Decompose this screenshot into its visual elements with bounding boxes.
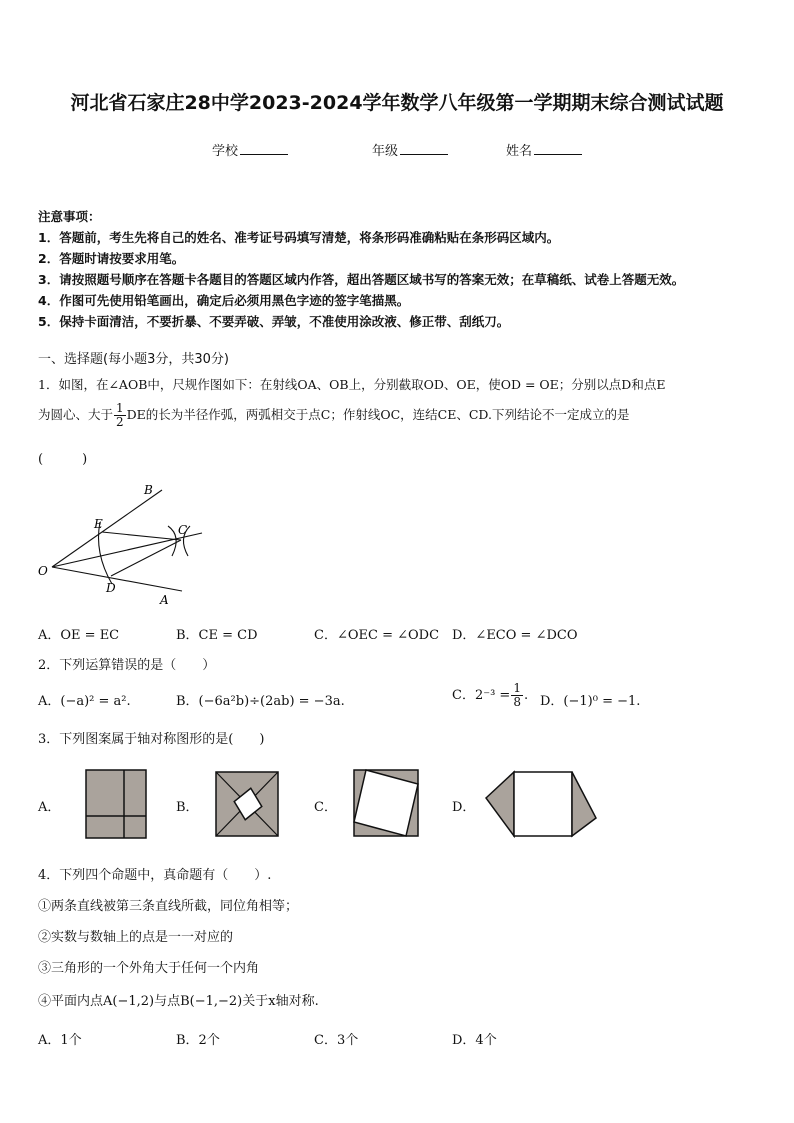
- notes-block: [38, 206, 684, 332]
- eighth-fraction: [511, 682, 523, 709]
- segment-ec: [102, 532, 181, 540]
- grade-field[interactable]: [372, 140, 448, 159]
- ray-oc: [52, 533, 202, 567]
- label-c: C: [178, 523, 188, 537]
- ray-oa: [52, 567, 182, 591]
- q4-statement-3: ③三角形的一个外角大于任何一个内角: [38, 961, 260, 976]
- note-item: 2．答题时请按要求用笔。: [38, 251, 185, 266]
- name-field[interactable]: [506, 140, 582, 159]
- page-title: 河北省石家庄28中学2023-2024学年数学八年级第一学期期末综合测试试题: [70, 92, 724, 114]
- arc-c1: [168, 526, 176, 556]
- note-item: 1．答题前，考生先将自己的姓名、准考证号码填写清楚，将条形码准确粘贴在条形码区域内。: [38, 230, 560, 245]
- q3-option-b-label[interactable]: B．: [176, 800, 199, 815]
- note-item: 5．保持卡面清洁，不要折暴、不要弄破、弄皱，不准使用涂改液、修正带、刮纸刀。: [38, 314, 510, 329]
- q1-option-a[interactable]: A．OE = EC: [38, 628, 120, 643]
- pattern-b-figure[interactable]: [214, 770, 280, 838]
- note-item: 3．请按照题号顺序在答题卡各题目的答题区域内作答，超出答题区域书写的答案无效；在草稿纸、试卷上答题无效。: [38, 272, 685, 287]
- q4-statement-2: ②实数与数轴上的点是一一对应的: [38, 930, 234, 945]
- q1-answer-paren: ( ): [38, 452, 88, 467]
- label-e: E: [94, 517, 103, 531]
- q2-option-c-post: .: [523, 688, 529, 703]
- arc-de: [99, 522, 113, 584]
- label-a: A: [160, 593, 169, 607]
- section-heading: 一、选择题(每小题3分，共30分): [38, 352, 229, 367]
- q4-option-b[interactable]: B．2个: [176, 1033, 220, 1048]
- fraction-numerator: 1: [513, 681, 521, 695]
- label-o: O: [38, 564, 48, 578]
- label-b: B: [144, 483, 153, 497]
- half-fraction: [114, 402, 126, 429]
- q3-option-d-label[interactable]: D．: [452, 800, 476, 815]
- q4-option-c[interactable]: C．3个: [314, 1033, 359, 1048]
- q4-option-a[interactable]: A．1个: [38, 1033, 82, 1048]
- q2-option-c[interactable]: [452, 682, 528, 709]
- angle-construction-figure: [34, 478, 214, 610]
- q4-option-d[interactable]: D．4个: [452, 1033, 497, 1048]
- q3-stem: 3．下列图案属于轴对称图形的是( ): [38, 732, 265, 747]
- notes-heading: 注意事项：: [38, 209, 101, 224]
- q2-option-d[interactable]: D．(−1)⁰ = −1.: [540, 694, 641, 709]
- fraction-numerator: 1: [116, 401, 124, 415]
- grade-label: 年级: [372, 144, 399, 159]
- pattern-c-figure[interactable]: [352, 768, 420, 838]
- fraction-denominator: 8: [513, 695, 521, 709]
- q2-option-a[interactable]: A．(−a)² = a².: [38, 694, 131, 709]
- q1-line2-post: DE的长为半径作弧，两弧相交于点C；作射线OC，连结CE、CD.下列结论不一定成立的是: [126, 407, 630, 422]
- pattern-d-figure[interactable]: [484, 770, 600, 838]
- q4-stem: 4．下列四个命题中，真命题有（ ）.: [38, 868, 272, 883]
- q2-option-c-pre: C．2⁻³ =: [452, 688, 511, 703]
- note-item: 4．作图可先使用铅笔画出，确定后必须用黑色字迹的签字笔描黑。: [38, 293, 410, 308]
- q4-statement-1: ①两条直线被第三条直线所截，同位角相等；: [38, 899, 299, 914]
- q3-option-a-label[interactable]: A．: [38, 800, 61, 815]
- pattern-a-figure[interactable]: [84, 768, 148, 840]
- school-label: 学校: [212, 144, 239, 159]
- q1-line1: 1．如图，在∠AOB中，尺规作图如下：在射线OA、OB上，分别截取OD、OE，使OD = OE；分别以点D和点E: [38, 377, 666, 392]
- name-label: 姓名: [506, 144, 533, 159]
- q4-statement-4: ④平面内点A(−1,2)与点B(−1,−2)关于x轴对称.: [38, 994, 319, 1009]
- fraction-denominator: 2: [116, 415, 124, 429]
- ray-ob: [52, 490, 162, 567]
- q1-line2-pre: 为圆心、大于: [38, 407, 114, 422]
- label-d: D: [106, 581, 116, 595]
- q2-stem: 2．下列运算错误的是（ ）: [38, 658, 216, 673]
- q1-line2: [38, 402, 629, 429]
- q1-option-d[interactable]: D．∠ECO = ∠DCO: [452, 628, 578, 643]
- q3-option-c-label[interactable]: C．: [314, 800, 337, 815]
- q1-option-c[interactable]: C．∠OEC = ∠ODC: [314, 628, 440, 643]
- q1-option-b[interactable]: B．CE = CD: [176, 628, 258, 643]
- q2-option-b[interactable]: B．(−6a²b)÷(2ab) = −3a.: [176, 694, 345, 709]
- school-field[interactable]: [212, 140, 288, 159]
